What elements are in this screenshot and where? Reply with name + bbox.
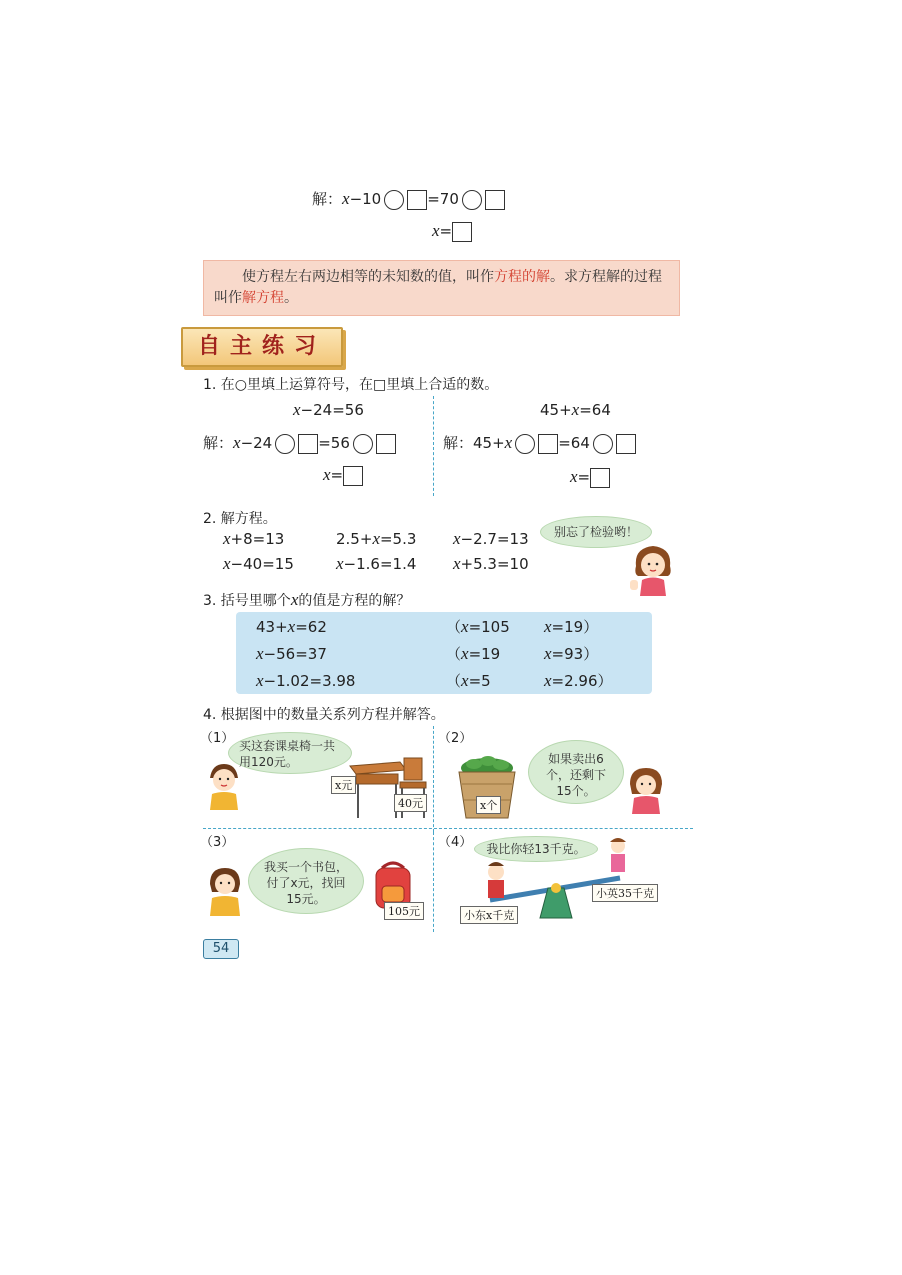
question-2-title: 2. 解方程。	[203, 511, 277, 527]
var-x: x	[290, 590, 299, 609]
q3-row	[236, 668, 652, 694]
count-tag: x个	[476, 796, 501, 814]
price-tag: x元	[331, 776, 356, 794]
q2-eq-3	[453, 528, 529, 550]
expr-text: =70	[427, 190, 459, 208]
operator-circle[interactable]	[515, 434, 535, 454]
expr-text: =56	[318, 434, 350, 452]
weight-tag: 小东x千克	[460, 906, 518, 924]
expr-text: −1.6=1.4	[343, 555, 417, 573]
q3-option[interactable]: x=93）	[544, 644, 599, 663]
expr-text: 2.5+	[336, 530, 373, 548]
question-4-title: 4. 根据图中的数量关系列方程并解答。	[203, 707, 445, 723]
panel-label: （4）	[438, 835, 473, 850]
answer-box[interactable]	[407, 190, 427, 210]
var-x: x	[453, 554, 461, 573]
expr-text: =105	[468, 618, 510, 636]
var-x: x	[544, 644, 552, 663]
answer-box[interactable]	[452, 222, 472, 242]
definition-box	[203, 260, 680, 316]
expr-text: 45+	[473, 434, 505, 452]
answer-box[interactable]	[616, 434, 636, 454]
expr-text: =2.96	[551, 672, 598, 690]
title-text: 的值是方程的解？	[298, 593, 411, 609]
q3-option[interactable]: （x=105	[446, 617, 510, 636]
solve-label: 解：	[203, 434, 234, 452]
expr-text: 45+	[540, 401, 572, 419]
divider	[433, 726, 434, 832]
answer-box[interactable]	[590, 468, 610, 488]
q3-equation	[256, 641, 327, 667]
q2-eq-4	[223, 553, 294, 575]
var-x: x	[544, 617, 552, 636]
q3-option[interactable]: x=19）	[544, 617, 599, 636]
var-x: x	[293, 400, 301, 419]
var-x: x	[256, 644, 264, 663]
question-3-title	[203, 590, 410, 610]
boy-illustration-icon	[204, 760, 244, 810]
q3-option[interactable]: x=2.96）	[544, 671, 613, 690]
var-x: x	[256, 671, 264, 690]
q2-eq-5	[336, 553, 416, 575]
var-x: x	[461, 617, 469, 636]
q1-left-equation	[293, 399, 364, 421]
operator-circle[interactable]	[593, 434, 613, 454]
var-x: x	[223, 554, 231, 573]
price-tag: 40元	[394, 794, 427, 812]
q1-left-x	[323, 464, 363, 486]
speech-bubble: 我比你轻13千克。	[474, 836, 598, 862]
expr-text: =64	[558, 434, 590, 452]
operator-circle[interactable]	[353, 434, 373, 454]
expr-text: =93	[551, 645, 584, 663]
expr-text: −1.02=3.98	[263, 672, 356, 690]
answer-box[interactable]	[343, 466, 363, 486]
price-tag: 105元	[384, 902, 424, 920]
var-x: x	[432, 221, 440, 240]
page-number: 54	[203, 939, 239, 959]
divider	[433, 832, 434, 932]
expr-text: 43+	[256, 618, 288, 636]
q3-row	[236, 614, 652, 640]
var-x: x	[287, 617, 296, 636]
var-x: x	[372, 529, 380, 548]
expr-text: =	[330, 466, 344, 484]
definition-term: 方程的解	[494, 269, 550, 285]
expr-text: −24	[240, 434, 273, 452]
q3-equation	[256, 668, 355, 694]
expr-text: =5.3	[379, 530, 417, 548]
definition-text: 。求方程解的过程叫作	[214, 269, 662, 306]
q2-eq-1	[223, 528, 284, 550]
expr-text: =62	[295, 618, 327, 636]
panel-label: （2）	[438, 731, 473, 746]
q1-right-equation	[540, 399, 611, 421]
solve-label: 解：	[312, 190, 343, 208]
panel-label: （3）	[200, 835, 235, 850]
expr-text: −40=15	[230, 555, 294, 573]
q2-eq-2	[336, 528, 416, 550]
expr-text: =	[439, 222, 453, 240]
girl-illustration-icon	[624, 764, 668, 814]
answer-box[interactable]	[485, 190, 505, 210]
girl-illustration-icon	[628, 540, 678, 596]
panel-label: （1）	[200, 731, 235, 746]
q1-left-solve	[203, 432, 396, 454]
intro-solve-line-1	[312, 188, 505, 210]
var-x: x	[544, 671, 552, 690]
title-text: 3. 括号里哪个	[203, 593, 291, 609]
var-x: x	[461, 671, 469, 690]
definition-term: 解方程	[242, 290, 284, 306]
var-x: x	[570, 467, 578, 486]
expr-text: +8=13	[230, 530, 285, 548]
answer-box[interactable]	[538, 434, 558, 454]
divider	[433, 396, 434, 496]
expr-text: =64	[579, 401, 611, 419]
q1-right-x	[570, 466, 610, 488]
girl-illustration-icon	[204, 864, 246, 916]
q1-right-solve	[443, 432, 636, 454]
var-x: x	[223, 529, 231, 548]
solve-label: 解：	[443, 434, 474, 452]
q3-row	[236, 641, 652, 667]
divider	[203, 828, 693, 829]
expr-text: =19	[468, 645, 501, 663]
operator-circle[interactable]	[275, 434, 295, 454]
var-x: x	[342, 189, 350, 208]
var-x: x	[336, 554, 344, 573]
q3-panel	[236, 612, 652, 694]
operator-circle[interactable]	[384, 190, 404, 210]
definition-text: 。	[284, 290, 298, 306]
expr-text: =	[577, 468, 591, 486]
expr-text: −24=56	[300, 401, 364, 419]
definition-text: 使方程左右两边相等的未知数的值，叫作	[242, 269, 494, 285]
answer-box[interactable]	[298, 434, 318, 454]
q2-eq-6	[453, 553, 529, 575]
speech-bubble: 别忘了检验哟！	[540, 516, 652, 548]
var-x: x	[571, 400, 580, 419]
expr-text: +5.3=10	[460, 555, 529, 573]
expr-text: −2.7=13	[460, 530, 529, 548]
speech-bubble: 买这套课桌椅一共用120元。	[228, 732, 352, 774]
q3-option[interactable]: （x=5	[446, 671, 491, 690]
expr-text: =5	[468, 672, 491, 690]
weight-tag: 小英35千克	[592, 884, 658, 902]
q3-equation	[256, 614, 327, 640]
expr-text: −10	[349, 190, 382, 208]
expr-text: =19	[551, 618, 584, 636]
section-title: 自主练习	[197, 334, 326, 359]
q3-option[interactable]: （x=19	[446, 644, 501, 663]
speech-bubble: 我买一个书包，付了x元，找回15元。	[248, 848, 364, 914]
section-banner	[181, 327, 343, 367]
intro-solve-line-2	[432, 220, 472, 242]
var-x: x	[504, 433, 513, 452]
speech-bubble: 如果卖出6个，还剩下15个。	[528, 740, 624, 804]
var-x: x	[233, 433, 241, 452]
var-x: x	[461, 644, 469, 663]
expr-text: −56=37	[263, 645, 327, 663]
var-x: x	[323, 465, 331, 484]
answer-box[interactable]	[376, 434, 396, 454]
operator-circle[interactable]	[462, 190, 482, 210]
var-x: x	[453, 529, 461, 548]
question-1-title: 1. 在○里填上运算符号，在□里填上合适的数。	[203, 377, 499, 393]
